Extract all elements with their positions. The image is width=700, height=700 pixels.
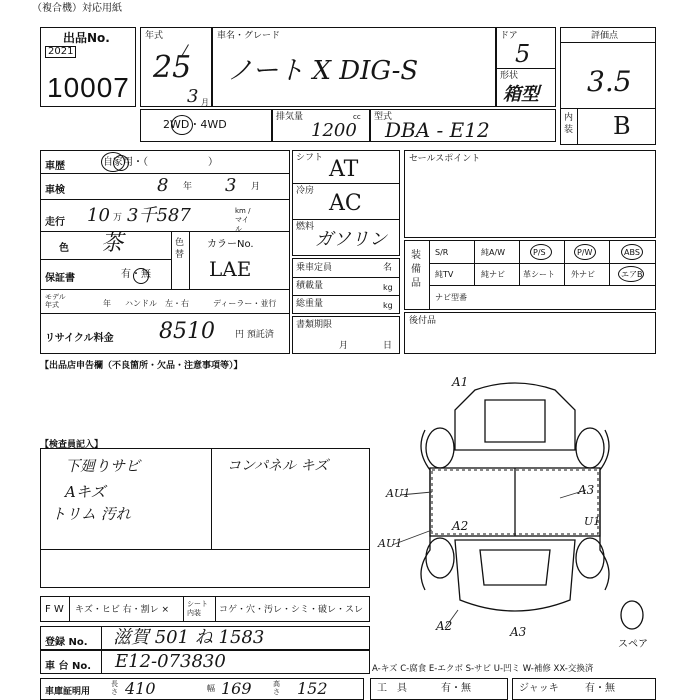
- seat-items: コゲ・穴・汚レ・シミ・破レ・スレ: [219, 605, 364, 615]
- month-unit: 月: [201, 98, 209, 107]
- mileage-man: 10: [87, 205, 110, 226]
- doc-day: 日: [383, 341, 393, 351]
- equip-tv: 純TV: [435, 270, 454, 279]
- displacement-value: 1200: [311, 120, 357, 141]
- year-label: 年式: [145, 31, 164, 41]
- private-use-circle: [101, 152, 125, 172]
- navi-label: ナビ型番: [435, 293, 467, 302]
- model-box: [370, 109, 556, 142]
- color-change-label: 色替: [175, 238, 185, 260]
- score-box: [560, 27, 656, 145]
- equipment-label: 装備品: [411, 250, 421, 289]
- shaken-month-unit: 月: [251, 182, 261, 192]
- shift-value: AT: [329, 157, 359, 182]
- equip-abs: ABS: [624, 248, 640, 257]
- damage-legend: A-キズ C-腐食 E-エクボ S-サビ U-凹ミ W-補修 XX-交換済: [372, 664, 594, 674]
- fuel-label: 燃料: [296, 222, 315, 232]
- reg-label: 登録 No.: [45, 637, 88, 648]
- model-year-unit: 年: [103, 299, 111, 308]
- warranty-label: 保証書: [45, 273, 75, 284]
- mark-a3-bottom: A3: [510, 625, 527, 639]
- sales-point-box: [404, 150, 656, 238]
- colorno-label: カラーNo.: [207, 239, 254, 250]
- month-value: 3: [187, 86, 199, 107]
- model-value: DBA - E12: [385, 118, 490, 142]
- lot-label: 出品No.: [63, 31, 110, 45]
- declaration-label: 【出品店申告欄（不良箇所・欠品・注意事項等）】: [40, 361, 243, 371]
- car-left-side: [421, 430, 430, 590]
- mark-au1-left: AU1: [386, 487, 411, 500]
- fw-row: [40, 596, 370, 622]
- mileage-rest: 3千587: [127, 205, 191, 226]
- year-value: 25: [153, 50, 192, 85]
- car-rear-window: [480, 550, 550, 585]
- capacity-unit: 名: [383, 263, 393, 273]
- spare-label: スペア: [618, 639, 648, 650]
- shape-value: 箱型: [503, 84, 539, 105]
- fuel-value: ガソリン: [315, 229, 387, 250]
- equip-sr: S/R: [435, 248, 449, 257]
- interior-value: B: [613, 112, 631, 140]
- door-box: [496, 27, 556, 107]
- wheel-rear-left: [426, 538, 454, 578]
- year-badge: 2021: [45, 46, 76, 58]
- mark-a1-top: A1: [452, 375, 469, 389]
- lot-number: 10007: [47, 72, 130, 103]
- inspector-label: 【検査員記入】: [40, 440, 104, 450]
- sales-point-label: セールスポイント: [409, 154, 481, 164]
- form-note: （複合機）対応用紙: [32, 3, 122, 14]
- drive-circle: [171, 115, 193, 135]
- recycle-label: リサイクル料金: [45, 333, 114, 344]
- mark-a2-bottom: A2: [436, 619, 453, 633]
- capacity-block: [292, 258, 400, 314]
- shaken-year: 8: [157, 175, 169, 196]
- len-value: 410: [125, 679, 156, 698]
- score-label: 評価点: [591, 31, 619, 41]
- displacement-label: 排気量: [276, 112, 304, 122]
- fw-label: F W: [45, 604, 64, 615]
- tools-row: [370, 678, 508, 700]
- dealer-label: ディーラー・並行: [213, 299, 277, 308]
- equip-aw: 純A/W: [481, 248, 506, 257]
- seat-label: シート内装: [187, 600, 208, 617]
- lot-number-box: [40, 27, 136, 107]
- handle-label: ハンドル 左・右: [125, 299, 189, 308]
- equip-leather: 革シート: [523, 270, 555, 279]
- hei-label: 高さ: [273, 680, 280, 696]
- wheel-rear-right: [576, 538, 604, 578]
- shift-block: [292, 150, 400, 256]
- aftermarket-box: [404, 312, 656, 354]
- fw-items: キズ・ヒビ 右・割レ ×: [75, 605, 170, 615]
- load-unit: kg: [383, 283, 393, 292]
- shaken-year-unit: 年: [183, 182, 193, 192]
- history-options: 自家用・（ ）: [103, 157, 218, 168]
- doc-label: 書類期限: [296, 320, 333, 330]
- equip-pw: P/W: [577, 248, 593, 257]
- color-value: 茶: [101, 231, 124, 256]
- model-label: 型式: [374, 112, 393, 122]
- jack-row: [512, 678, 656, 700]
- recycle-value: 8510: [159, 319, 215, 344]
- equip-airbag: エアB: [621, 270, 643, 279]
- wid-label: 幅: [207, 684, 215, 693]
- reg-row: [40, 626, 370, 650]
- jack-label: ジャッキ: [519, 683, 559, 694]
- name-value: ノート X DIG-S: [227, 56, 419, 86]
- drive-options: 2WD・4WD: [163, 118, 227, 131]
- history-label: 車歴: [45, 161, 65, 172]
- equip-navi: 純ナビ: [481, 270, 505, 279]
- displacement-unit: cc: [353, 113, 361, 121]
- shaken-month: 3: [225, 175, 237, 196]
- warranty-options: 有・無: [121, 269, 151, 280]
- cert-label: 車庫証明用: [45, 687, 91, 697]
- model-year-label: モデル年式: [45, 293, 66, 309]
- chassis-row: [40, 650, 370, 674]
- recycle-unit: 円 預託済: [235, 330, 274, 340]
- jack-options: 有・無: [585, 683, 615, 694]
- load-label: 積載量: [296, 281, 324, 291]
- car-right-side: [600, 430, 609, 590]
- spare-tire: [621, 601, 643, 629]
- mark-u1-right: U1: [584, 515, 601, 528]
- mileage-man-unit: 万: [113, 213, 123, 223]
- car-front-outline: [455, 383, 575, 450]
- name-box: [212, 27, 496, 107]
- equip-ext-navi: 外ナビ: [571, 270, 595, 279]
- chassis-label: 車 台 No.: [45, 661, 92, 672]
- doc-month: 月: [339, 341, 349, 351]
- inspector-col2: コンパネル キズ: [227, 458, 329, 474]
- tools-options: 有・無: [441, 683, 471, 694]
- mileage-units: km / マイル: [235, 207, 251, 233]
- car-diagram: [370, 370, 660, 650]
- score-value: 3.5: [587, 65, 632, 98]
- wid-value: 169: [221, 679, 252, 698]
- ac-label: 冷房: [296, 186, 315, 196]
- year-box: [140, 27, 212, 107]
- shift-label: シフト: [296, 153, 324, 163]
- capacity-label: 乗車定員: [296, 263, 333, 273]
- tools-label: 工 具: [377, 683, 407, 694]
- history-block: [40, 150, 290, 354]
- hei-value: 152: [297, 679, 328, 698]
- interior-label: 内装: [564, 113, 574, 135]
- ac-value: AC: [329, 191, 362, 216]
- mark-a2-mid: A2: [452, 519, 469, 533]
- shaken-label: 車検: [45, 185, 65, 196]
- equipment-box: [404, 240, 656, 310]
- inspector-line2: Aキズ: [65, 483, 106, 501]
- inspector-box: [40, 448, 370, 588]
- gross-label: 総重量: [296, 299, 324, 309]
- gross-unit: kg: [383, 301, 393, 310]
- name-label: 車名・グレード: [217, 31, 281, 41]
- inspector-line1: 下廻りサビ: [65, 457, 141, 475]
- drive-box: [140, 109, 272, 142]
- mark-au1-lower: AU1: [378, 537, 403, 550]
- warranty-circle: [133, 268, 149, 284]
- car-rear-outline: [455, 540, 575, 611]
- shape-label: 形状: [500, 71, 519, 81]
- aftermarket-label: 後付品: [409, 316, 437, 326]
- colorno-value: LAE: [209, 257, 252, 281]
- door-label: ドア: [500, 31, 518, 41]
- equip-ps: P/S: [533, 248, 546, 257]
- reg-value: 滋賀 501 ね 1583: [113, 627, 265, 648]
- inspector-line3: トリム 汚れ: [51, 505, 131, 523]
- car-windshield: [485, 400, 545, 442]
- mark-a3-right: A3: [578, 483, 595, 497]
- wheel-front-right: [576, 428, 604, 468]
- wheel-front-left: [426, 428, 454, 468]
- displacement-box: [272, 109, 370, 142]
- chassis-value: E12-073830: [115, 651, 226, 672]
- len-label: 長さ: [111, 680, 118, 696]
- color-label: 色: [59, 243, 69, 254]
- door-value: 5: [515, 40, 531, 68]
- cert-row: [40, 678, 364, 700]
- mileage-label: 走行: [45, 217, 65, 228]
- doc-block: [292, 316, 400, 354]
